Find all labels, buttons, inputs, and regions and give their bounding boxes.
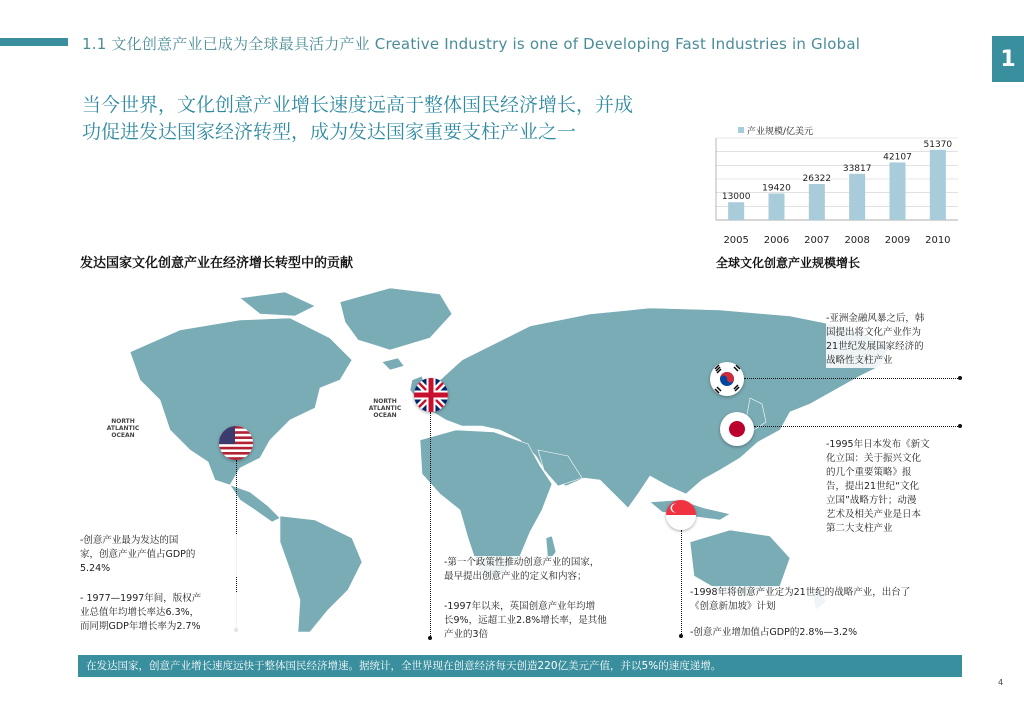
singapore-flag-icon <box>666 500 696 530</box>
usa-note-1: -创意产业最为发达的国 家，创意产业产值占GDP的 5.24% <box>80 534 240 576</box>
greenland-shape <box>340 288 452 350</box>
chart-bar <box>728 202 744 220</box>
korea-note: -亚洲金融风暴之后，韩 国提出将文化产业作为 21世纪发展国家经济的 战略性支柱产业 <box>826 312 966 368</box>
headline-line-2: 功促进发达国家经济转型，成为发达国家重要支柱产业之一 <box>82 121 577 143</box>
korea-leader-line <box>744 378 960 379</box>
map-section-title: 发达国家文化创意产业在经济增长转型中的贡献 <box>80 256 354 271</box>
iceland-shape <box>382 358 404 370</box>
chart-x-tick-label: 2007 <box>804 235 830 246</box>
singapore-leader-dot <box>679 634 683 638</box>
uk-leader-dot <box>428 636 432 640</box>
uk-note-2: -1997年以来，英国创意产业年均增 长9%，远超工业2.8%增长率，是其他 产业的3倍 <box>444 600 670 642</box>
headline-line-1: 当今世界，文化创意产业增长速度远高于整体国民经济增长，并成 <box>82 94 634 116</box>
chart-data-label: 33817 <box>842 163 872 174</box>
japan-note: -1995年日本发布《新文 化立国：关于振兴文化 的几个重要策略》报 告，提出21世纪“文化 立国”战略方针；动漫 艺术及相关产业是日本 第二大支柱产业 <box>826 438 966 536</box>
chart-x-tick-label: 2005 <box>723 235 749 246</box>
footer-summary-bar: 在发达国家，创意产业增长速度远快于整体国民经济增速。据统计，全世界现在创意经济每天创造220亿美元产值，并以5%的速度递增。 <box>78 655 962 677</box>
section-number-badge: 1 <box>992 36 1024 82</box>
page-title: 1.1 文化创意产业已成为全球最具活力产业 Creative Industry is one of Developing Fast Industries in Global <box>82 35 861 53</box>
singapore-leader-line <box>681 530 682 636</box>
uk-flag-icon <box>414 378 448 412</box>
south-america-shape <box>280 516 362 632</box>
chart-data-label: 51370 <box>923 139 953 150</box>
chart-data-label: 13000 <box>721 192 751 203</box>
japan-leader-line <box>754 426 960 427</box>
ocean-label-left: NORTH ATLANTIC OCEAN <box>106 418 140 439</box>
korea-flag-icon <box>710 362 744 396</box>
page-number: 4 <box>998 678 1004 687</box>
japan-flag-icon <box>720 412 754 446</box>
chart-legend-swatch <box>738 127 744 133</box>
chart-bar <box>890 162 906 220</box>
ocean-label-mid: NORTH ATLANTIC OCEAN <box>368 398 402 419</box>
headline <box>82 92 702 146</box>
chart-x-tick-label: 2010 <box>925 235 951 246</box>
chart-x-tick-label: 2006 <box>763 235 790 246</box>
uk-leader-line <box>430 412 431 638</box>
central-america-shape <box>230 485 280 522</box>
chart-legend-label: 产业规模/亿美元 <box>747 127 814 137</box>
chart-bar <box>930 150 946 220</box>
singapore-note-2: -创意产业增加值占GDP的2.8%—3.2% <box>690 626 972 640</box>
chart-data-label: 19420 <box>762 183 791 194</box>
usa-note-2: - 1977—1997年间，版权产 业总值年均增长率达6.3%， 而同期GDP年增长率为2.7% <box>80 592 240 634</box>
chart-x-tick-label: 2009 <box>884 235 911 246</box>
chart-title: 全球文化创意产业规模增长 <box>716 256 861 270</box>
header-accent-bar <box>0 38 68 46</box>
chart-bar <box>849 174 865 220</box>
uk-note-1: -第一个政策性推动创意产业的国家， 最早提出创意产业的定义和内容； <box>444 556 670 584</box>
chart-x-tick-label: 2008 <box>844 235 870 246</box>
singapore-note-1: -1998年将创意产业定为21世纪的战略产业，出台了 《创意新加坡》计划 <box>690 586 972 614</box>
chart-data-label: 42107 <box>883 152 912 163</box>
chart-bar <box>769 193 785 220</box>
japan-leader-dot <box>958 424 962 428</box>
usa-flag-icon <box>219 426 253 460</box>
arctic-islands-shape <box>240 292 315 316</box>
global-scale-bar-chart <box>706 124 968 252</box>
chart-data-label: 26322 <box>802 174 832 185</box>
north-america-shape <box>130 318 352 485</box>
chart-bar <box>809 184 825 220</box>
korea-leader-dot <box>958 376 962 380</box>
